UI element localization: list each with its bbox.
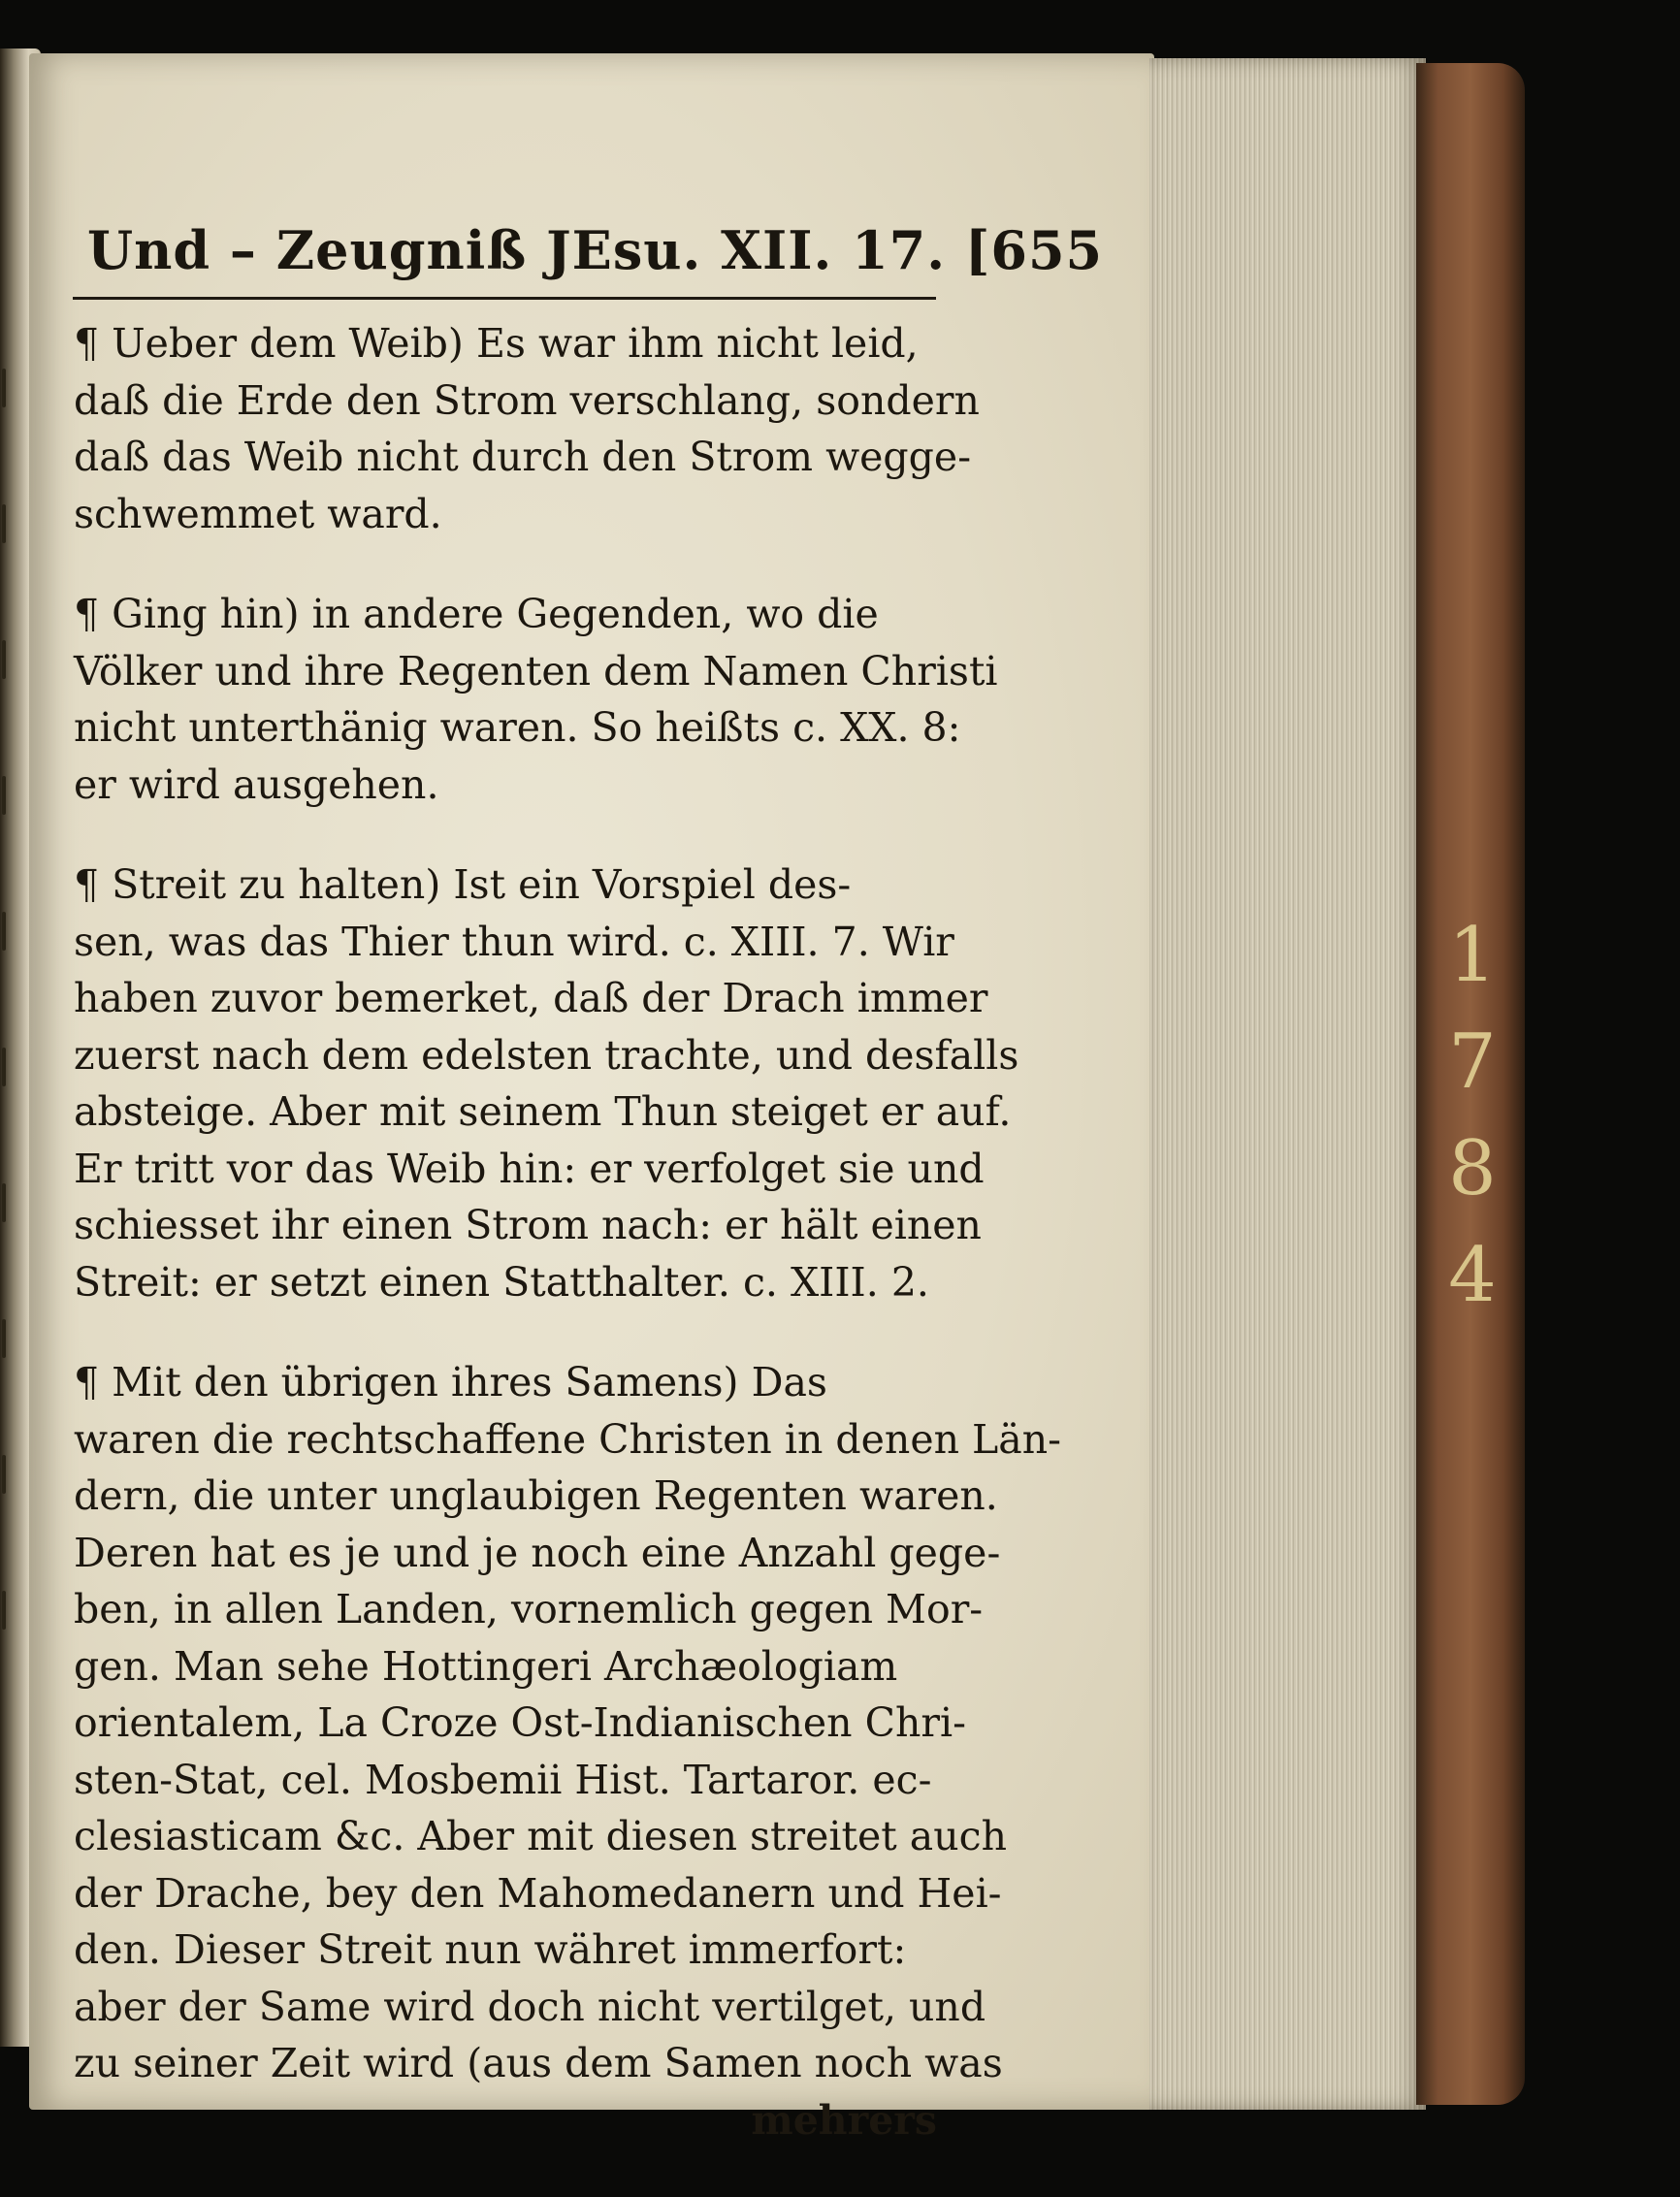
text-line: ¶ Ging hin) in andere Gegenden, wo die [74,591,879,637]
text-line: daß das Weib nicht durch den Strom wegge- [74,434,972,480]
running-head: Und – Zeugniß JEsu. XII. 17. [655 [87,219,1104,281]
spine-label [1434,902,1511,1329]
spine-digit: 8 [1448,1125,1497,1212]
spine-digit: 4 [1448,1232,1497,1319]
text-line: daß die Erde den Strom verschlang, sondern [74,376,980,424]
paragraph [74,586,998,813]
spine-digit: 7 [1448,1018,1497,1106]
text-line: Er tritt vor das Weib hin: er verfolget sie und [74,1145,985,1192]
text-line: absteige. Aber mit seinem Thun steiget er auf. [74,1088,1012,1135]
text-line: ben, in allen Landen, vornemlich gegen Mor- [74,1586,984,1632]
text-line: zu seiner Zeit wird (aus dem Samen noch was [74,2040,1003,2086]
text-line: ¶ Mit den übrigen ihres Samens) Das [74,1359,827,1405]
text-line: den. Dieser Streit nun währet immerfort: [74,1926,907,1973]
text-line: clesiasticam &c. Aber mit diesen streitet auch [74,1813,1007,1859]
text-line: dern, die unter unglaubigen Regenten waren. [74,1472,998,1519]
text-line: schwemmet ward. [74,490,442,537]
paragraph [74,315,980,542]
text-line: er wird ausgehen. [74,760,439,808]
text-line: Streit: er setzt einen Statthalter. c. XIII. 2. [74,1258,929,1306]
spine-digit: 1 [1448,912,1497,999]
paragraph [74,1354,1061,2149]
text-line: ¶ Streit zu halten) Ist ein Vorspiel des- [74,861,852,908]
header-rule [73,297,936,300]
text-line: sen, was das Thier thun wird. c. XIII. 7. Wir [74,918,954,965]
left-page-text-fragments [2,369,12,1824]
text-line: waren die rechtschaffene Christen in denen Län- [74,1415,1061,1463]
text-line: der Drache, bey den Mahomedanern und Hei- [74,1869,1002,1917]
text-line: Deren hat es je und je noch eine Anzahl gege- [74,1529,1001,1576]
text-line: zuerst nach dem edelsten trachte, und desfalls [74,1031,1019,1079]
text-line: Völker und ihre Regenten dem Namen Christi [74,647,998,695]
text-line: gen. Man sehe Hottingeri Archæologiam [74,1642,898,1690]
text-line: orientalem, La Croze Ost-Indianischen Chri- [74,1699,966,1746]
paragraph [74,856,1019,1310]
text-line: nicht unterthänig waren. So heißts c. XX. 8: [74,704,961,751]
text-line: aber der Same wird doch nicht vertilget, und [74,1983,986,2030]
text-line: sten-Stat, cel. Mosbemii Hist. Tartaror. ec- [74,1756,932,1803]
body-text [74,315,1061,2192]
text-line: haben zuvor bemerket, daß der Drach immer [74,975,988,1021]
catchword: mehrers [751,2096,937,2144]
text-line: schiesset ihr einen Strom nach: er hält einen [74,1202,982,1248]
page-fore-edge [1149,58,1426,2110]
text-line: ¶ Ueber dem Weib) Es war ihm nicht leid, [74,320,919,367]
